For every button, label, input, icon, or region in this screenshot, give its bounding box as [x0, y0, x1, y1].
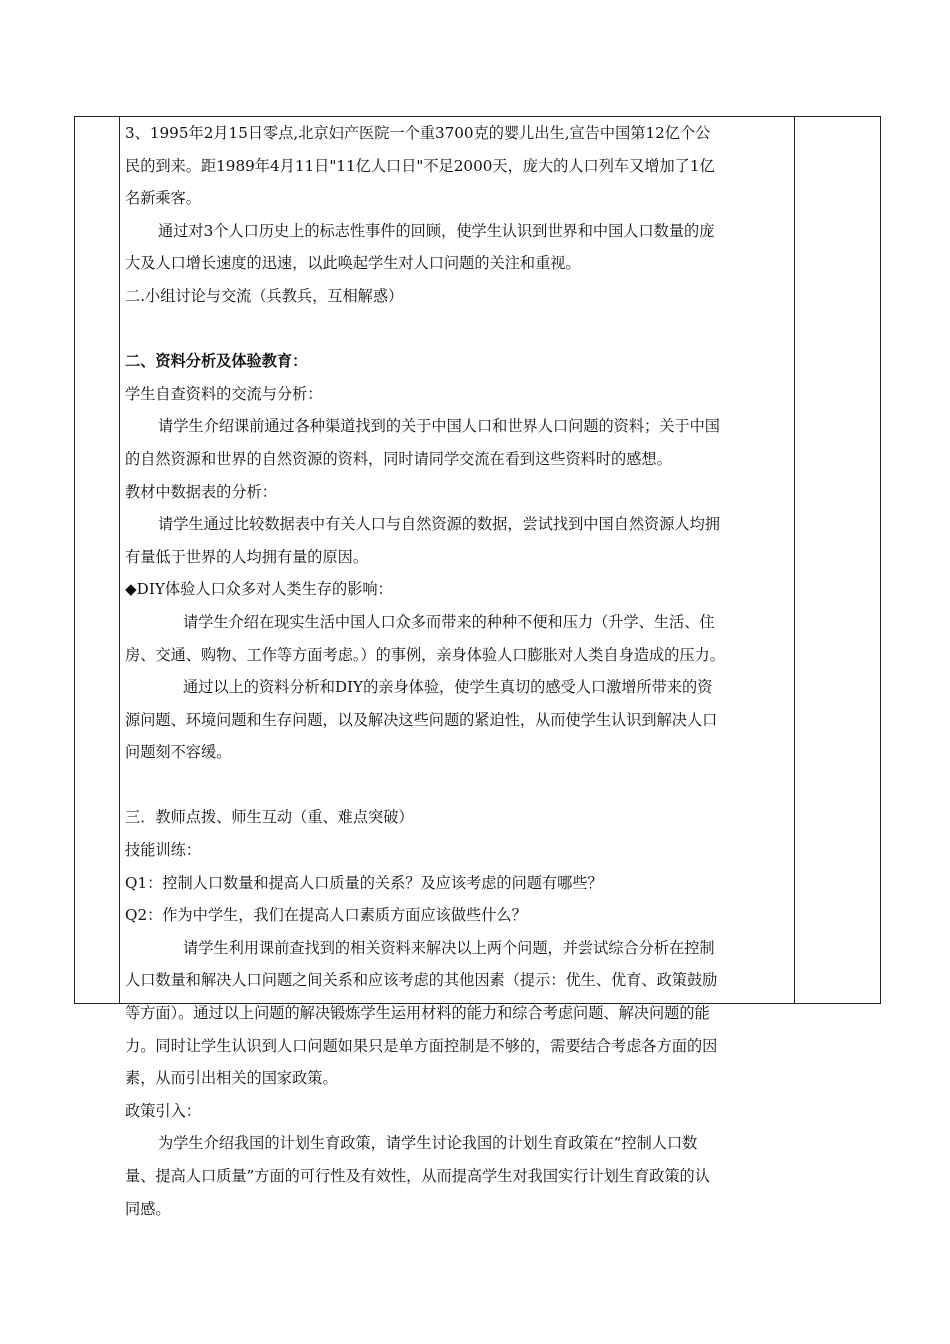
text-line: 请学生介绍在现实生活中国人口众多而带来的种种不便和压力（升学、生活、住 — [183, 612, 715, 631]
text-line: 大及人口增长速度的迅速，以此唤起学生对人口问题的关注和重视。 — [125, 254, 581, 273]
section-heading: 二、资料分析及体验教育： — [125, 352, 308, 371]
subheading: 教材中数据表的分析： — [125, 482, 277, 501]
text-line: 3、1995年2月15日零点,北京妇产医院一个重3700克的婴儿出生,宣告中国第12亿个公 — [125, 124, 711, 142]
subheading: 学生自查资料的交流与分析： — [125, 384, 323, 403]
text-line: 同感。 — [125, 1199, 171, 1218]
text-line: 房、交通、购物、工作等方面考虑。）的事例，亲身体验人口膨胀对人类自身造成的压力。 — [125, 645, 725, 664]
text-line: 素，从而引出相关的国家政策。 — [125, 1069, 338, 1088]
spacer — [125, 313, 789, 346]
spacer — [125, 769, 789, 802]
text-line: 源问题、环境问题和生存问题，以及解决这些问题的紧迫性，从而使学生认识到解决人口 — [125, 710, 718, 729]
question-line: Q2：作为中学生，我们在提高人口素质方面应该做些什么？ — [125, 906, 527, 925]
main-content-cell — [119, 117, 795, 1225]
text-line: 名新乘客。 — [125, 189, 201, 208]
text-line: 请学生通过比较数据表中有关人口与自然资源的数据，尝试找到中国自然资源人均拥 — [158, 515, 720, 534]
text-line: 人口数量和解决人口问题之间关系和应该考虑的其他因素（提示：优生、优育、政策鼓励 — [125, 971, 718, 990]
subheading: 技能训练： — [125, 841, 201, 860]
text-line: 量、提高人口质量”方面的可行性及有效性，从而提高学生对我国实行计划生育政策的认 — [125, 1167, 710, 1185]
text-line: 请学生利用课前查找到的相关资料来解决以上两个问题，并尝试综合分析在控制 — [183, 938, 715, 957]
subheading: 政策引入： — [125, 1101, 201, 1120]
text-line: 为学生介绍我国的计划生育政策，请学生讨论我国的计划生育政策在“控制人口数 — [158, 1134, 698, 1153]
text-line: 通过以上的资料分析和DIY的亲身体验，使学生真切的感受人口激增所带来的资 — [183, 678, 713, 697]
text-line: 等方面）。通过以上问题的解决锻炼学生运用材料的能力和综合考虑问题、解决问题的能 — [125, 1004, 710, 1023]
text-line: 民的到来。距1989年4月11日"11亿人口日"不足2000天，庞大的人口列车又增加了1亿 — [125, 156, 715, 175]
lesson-table — [74, 116, 881, 1218]
text-line: 请学生介绍课前通过各种渠道找到的关于中国人口和世界人口问题的资料；关于中国 — [158, 417, 720, 436]
text-line: 力。同时让学生认识到人口问题如果只是单方面控制是不够的，需要结合考虑各方面的因 — [125, 1036, 718, 1055]
text-line: 问题刻不容缓。 — [125, 743, 232, 762]
question-line: Q1：控制人口数量和提高人口质量的关系？及应该考虑的问题有哪些？ — [125, 873, 603, 892]
section-heading: 二.小组讨论与交流（兵教兵，互相解惑） — [125, 286, 404, 305]
subheading: ◆DIY体验人口众多对人类生存的影响： — [125, 580, 393, 599]
section-heading: 三．教师点拨、师生互动（重、难点突破） — [125, 808, 414, 827]
text-line: 通过对3个人口历史上的标志性事件的回顾，使学生认识到世界和中国人口数量的庞 — [158, 221, 715, 240]
text-line: 的自然资源和世界的自然资源的资料，同时请同学交流在看到这些资料时的感想。 — [125, 449, 672, 468]
text-line: 有量低于世界的人均拥有量的原因。 — [125, 547, 368, 566]
